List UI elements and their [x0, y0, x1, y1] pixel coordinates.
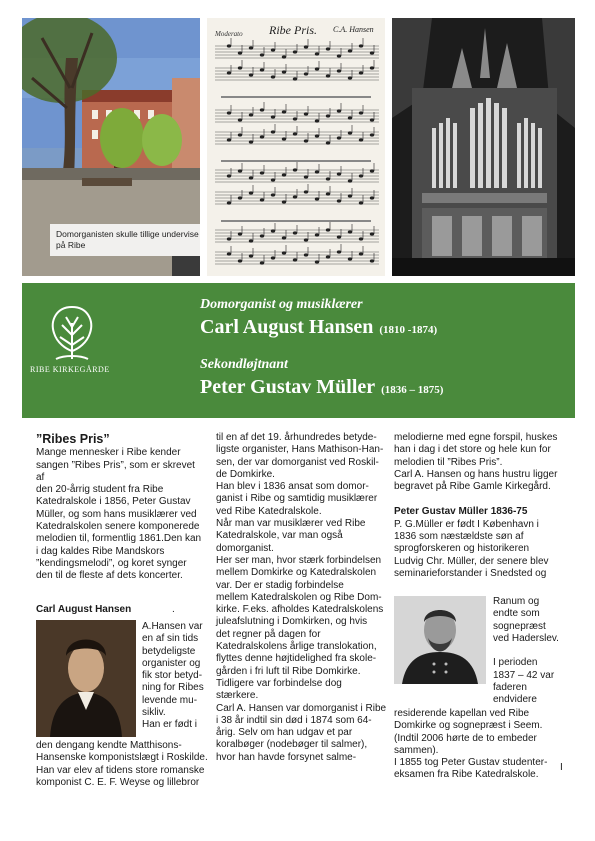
note-head	[249, 176, 253, 179]
courtyard-caption: Domorganisten skulle tillige undervise på Ribe	[50, 224, 200, 256]
note-head	[249, 140, 253, 143]
column2-line: ganist i Ribe og samtidig musiklærer	[216, 493, 378, 505]
note-head	[348, 194, 352, 197]
note-head	[315, 52, 319, 55]
carl-wrap-line: organister og	[142, 657, 201, 669]
ribes-pris-line: Müller, og som hans musiklærer ved	[36, 508, 197, 520]
organ-photo	[392, 18, 575, 276]
note-head	[249, 73, 253, 76]
carl-full-text	[36, 740, 208, 789]
note-head	[370, 51, 374, 54]
note-head	[304, 253, 308, 256]
score-title: Ribe Pris.	[269, 23, 317, 37]
note-head	[293, 117, 297, 120]
note-head	[238, 196, 242, 199]
note-head	[238, 259, 242, 262]
column2-line: i 38 år indtil sin død i 1874 som 64-	[216, 714, 372, 726]
column2-line: til en af det 19. århundredes betyde-	[216, 432, 377, 443]
note-head	[238, 232, 242, 235]
peter-wrap-line: sognepræst	[493, 620, 546, 632]
peter-bottom-line: eksamen fra Ribe Katedralskole.	[394, 769, 539, 781]
note-head	[337, 54, 341, 57]
ribes-pris-line: ”kendingsmelodi”, og koret synger	[36, 557, 187, 569]
carl-full-line: Hansenske komponistslægt i Roskilde.	[36, 752, 208, 764]
column2-line: domorganist.	[216, 542, 274, 554]
column-2	[216, 432, 388, 764]
peter-wrap-line	[493, 645, 575, 657]
note-head	[282, 110, 286, 113]
note-head	[227, 44, 231, 47]
lyric-line	[221, 160, 371, 162]
carl-wrap-text	[142, 621, 208, 732]
ribes-pris-line: sangen ”Ribes Pris”, som er skrevet af	[36, 459, 195, 483]
note-head	[326, 255, 330, 258]
note-head	[359, 237, 363, 240]
note-head	[370, 66, 374, 69]
note-head	[359, 71, 363, 74]
note-head	[249, 191, 253, 194]
peter-wrap-text	[493, 596, 575, 707]
note-head	[370, 232, 374, 235]
peter-wrap-line: I perioden	[493, 657, 538, 669]
note-head	[348, 257, 352, 260]
ribes-pris-line: den 20-årrig student fra Ribe	[36, 484, 164, 496]
note-head	[227, 252, 231, 255]
note-head	[304, 238, 308, 241]
note-head	[315, 260, 319, 263]
stray-mark: I	[560, 762, 563, 773]
column2-line: ligste organister, Hans Mathison-Han-	[216, 444, 384, 456]
note-head	[326, 47, 330, 50]
lyric-line	[221, 96, 371, 98]
note-head	[304, 45, 308, 48]
carl-wrap-line: en af sin tids	[142, 633, 199, 645]
column2-line: sen, der var domorganist ved Roskil-	[216, 456, 379, 468]
person1-name: Carl August Hansen	[200, 316, 374, 338]
carl-hansen-portrait	[36, 620, 136, 737]
peter-wrap-line: Ranum og	[493, 596, 540, 607]
peter-wrap-line: endte som	[493, 608, 540, 620]
note-head	[293, 168, 297, 171]
note-head	[337, 172, 341, 175]
peter-wrap-line: 1837 – 42 var	[493, 669, 555, 681]
ribes-pris-line: den til de fleste af dets koncerter.	[36, 570, 183, 582]
ribes-pris-line: i dag kaldes Ribe Mandskors	[36, 545, 165, 557]
note-head	[326, 114, 330, 117]
note-head	[293, 231, 297, 234]
note-head	[282, 251, 286, 254]
note-head	[271, 115, 275, 118]
peter-intro-line: Ludvig Chr. Müller, der senere blev	[394, 555, 549, 567]
column-3	[394, 432, 574, 580]
score-composer: C.A. Hansen	[333, 25, 374, 34]
note-head	[271, 75, 275, 78]
ribes-pris-line: Mange mennesker i Ribe kender	[36, 447, 181, 459]
note-head	[260, 135, 264, 138]
note-head	[282, 200, 286, 203]
carl-wrap-line: betydeligste	[142, 645, 196, 657]
note-head	[337, 136, 341, 139]
note-head	[348, 230, 352, 233]
note-head	[304, 175, 308, 178]
peter-wrap-line: endvidere	[493, 694, 537, 706]
sheet-music-photo	[207, 18, 385, 276]
carl-heading-row	[36, 604, 206, 616]
person2-heading	[200, 376, 443, 399]
person1-role: Domorganist og musiklærer	[200, 297, 363, 312]
heading-dot: .	[171, 604, 175, 615]
column2-line: Tidligere var forbindelse dog	[216, 677, 342, 689]
note-head	[282, 55, 286, 58]
column3-top-line: begravet på Ribe Gamle Kirkegård.	[394, 481, 551, 493]
note-head	[282, 137, 286, 140]
note-head	[315, 119, 319, 122]
note-head	[249, 239, 253, 242]
peter-intro-line: 1836 som næstældste søn af	[394, 531, 524, 543]
column2-line: Han blev i 1836 ansat som domor-	[216, 481, 369, 493]
peter-bottom-line: (Indtil 2006 hørte de to embeder	[394, 732, 537, 744]
column2-line: gården i fri luft til Ribe Domkirke.	[216, 665, 361, 677]
peter-intro-line: P. G.Müller er født I København i	[394, 518, 539, 530]
note-head	[315, 67, 319, 70]
note-head	[227, 111, 231, 114]
column2-line: Katedralskolens årlige translokation,	[216, 641, 377, 653]
note-head	[293, 77, 297, 80]
column2-line: Her ser man, hvor stærk forbindelsen	[216, 554, 382, 566]
carl-full-line: den dengang kendte Matthisons-	[36, 740, 182, 751]
note-head	[359, 138, 363, 141]
note-head	[348, 116, 352, 119]
carl-wrap-line: Han er født i	[142, 719, 198, 731]
column2-line: hvor han havde forsynet salme-	[216, 751, 357, 763]
note-head	[348, 76, 352, 79]
note-head	[271, 229, 275, 232]
peter-bottom-line: I 1855 tog Peter Gustav studenter-	[394, 757, 548, 769]
note-head	[337, 250, 341, 253]
note-head	[227, 201, 231, 204]
column3-top-line: melodien til ”Ribes Pris”.	[394, 456, 503, 468]
column2-line: årig. Selv om han udgav et par	[216, 727, 353, 739]
peter-bottom-line: residerende kapellan ved Ribe	[394, 708, 530, 719]
note-head	[326, 228, 330, 231]
note-head	[315, 233, 319, 236]
title-banner	[22, 283, 575, 418]
note-head	[260, 198, 264, 201]
note-head	[370, 133, 374, 136]
note-head	[337, 69, 341, 72]
note-head	[348, 131, 352, 134]
note-head	[326, 74, 330, 77]
person2-name: Peter Gustav Müller	[200, 376, 376, 398]
peter-bottom-line: sammen).	[394, 744, 439, 756]
column2-line: stærkere.	[216, 690, 259, 702]
carl-wrap-line: sikliv.	[142, 707, 166, 719]
score-tempo: Moderato	[215, 30, 243, 38]
note-head	[249, 254, 253, 257]
note-head	[238, 133, 242, 136]
note-head	[359, 201, 363, 204]
column3-top-line: Carl A. Hansen og hans hustru ligger	[394, 468, 558, 480]
carl-wrap-line: A.Hansen var	[142, 621, 203, 632]
note-head	[359, 44, 363, 47]
person1-heading	[200, 316, 437, 339]
note-head	[282, 70, 286, 73]
ribes-pris-heading: ”Ribes Pris”	[36, 432, 110, 446]
note-head	[304, 139, 308, 142]
note-head	[348, 179, 352, 182]
note-head	[227, 174, 231, 177]
note-head	[315, 134, 319, 137]
note-head	[293, 258, 297, 261]
note-head	[304, 190, 308, 193]
note-head	[271, 130, 275, 133]
ribes-pris-line: Katedralskolen senere komponerede	[36, 521, 200, 533]
peter-muller-portrait	[394, 596, 486, 684]
note-head	[326, 141, 330, 144]
column2-line: juleafslutning i Domkirken, og hvis	[216, 616, 368, 628]
note-head	[260, 261, 264, 264]
peter-bottom-text	[394, 708, 574, 782]
column-1	[36, 433, 206, 583]
person1-years: (1810 -1874)	[379, 324, 438, 336]
column2-line: de Domkirke.	[216, 468, 275, 480]
carl-heading: Carl August Hansen	[36, 604, 132, 615]
note-head	[315, 170, 319, 173]
note-head	[238, 66, 242, 69]
note-head	[293, 50, 297, 53]
note-head	[260, 68, 264, 71]
note-head	[260, 171, 264, 174]
ribes-pris-line: melodien til, formentlig 1861.Den kan	[36, 533, 202, 545]
column2-line: kirke. F.eks. afholdes Katedralskolens	[216, 604, 384, 616]
column2-line: det regner på dagen for	[216, 628, 321, 640]
note-head	[293, 195, 297, 198]
carl-wrap-line: fik stor betyd-	[142, 670, 203, 682]
column2-line: Katedralskole, var man også	[216, 530, 343, 542]
note-head	[271, 178, 275, 181]
carl-full-line: Han var elev af tidens store romanske	[36, 764, 205, 776]
logo-text: RIBE KIRKEGÅRDE	[30, 365, 110, 374]
peter-bottom-line: Domkirke og sognepræst i Seem.	[394, 720, 543, 732]
peter-heading: Peter Gustav Müller 1836-75	[394, 506, 528, 518]
column2-line: var. Der er stadig forbindelse	[216, 579, 344, 591]
carl-wrap-line: ning for Ribes	[142, 682, 204, 694]
note-head	[359, 111, 363, 114]
peter-wrap-line: ved Haderslev.	[493, 632, 559, 644]
note-head	[238, 169, 242, 172]
note-head	[359, 252, 363, 255]
column2-line: mellem Katedralskolen og Ribe Dom-	[216, 591, 382, 603]
carl-full-line: komponist C. E. F. Weyse og lillebror	[36, 776, 200, 788]
column3-top-line: han i dag i det store og hele kun for	[394, 444, 551, 456]
note-head	[238, 118, 242, 121]
note-head	[227, 237, 231, 240]
note-head	[370, 169, 374, 172]
note-head	[304, 112, 308, 115]
note-head	[260, 108, 264, 111]
note-head	[227, 71, 231, 74]
column2-line: Når man var musiklærer ved Ribe	[216, 518, 366, 530]
peter-intro-line: seminarieforstander i Snedsted og	[394, 567, 547, 579]
ribes-pris-line: Katedralskole i 1856, Peter Gustav	[36, 496, 191, 508]
column2-line: ved Ribe Katedralskole.	[216, 505, 322, 517]
column2-line: mellem Domkirke og Katedralskolen	[216, 567, 377, 579]
note-head	[249, 113, 253, 116]
column2-line: flyttes denne højtidelighed fra skole-	[216, 653, 377, 665]
note-head	[249, 46, 253, 49]
carl-wrap-line: levende mu-	[142, 694, 198, 706]
note-head	[282, 173, 286, 176]
note-head	[370, 196, 374, 199]
note-head	[282, 236, 286, 239]
note-head	[348, 49, 352, 52]
note-head	[326, 192, 330, 195]
note-head	[337, 109, 341, 112]
lyric-line	[221, 220, 371, 222]
peter-intro-line: sprogforskeren og historikeren	[394, 543, 530, 555]
note-head	[271, 48, 275, 51]
column2-line: koralbøger (nodebøger til salmer),	[216, 739, 368, 751]
column2-line: Carl A. Hansen var domorganist i Ribe	[216, 702, 387, 714]
peter-wrap-line: faderen	[493, 682, 527, 694]
note-head	[260, 53, 264, 56]
tree-logo-icon	[42, 301, 102, 363]
note-head	[337, 199, 341, 202]
note-head	[293, 132, 297, 135]
note-head	[337, 235, 341, 238]
note-head	[227, 138, 231, 141]
note-head	[370, 118, 374, 121]
courtyard-photo	[22, 18, 200, 276]
column3-top-line: melodierne med egne forspil, huskes	[394, 432, 558, 443]
person2-role: Sekondløjtnant	[200, 357, 288, 372]
note-head	[359, 174, 363, 177]
note-head	[271, 256, 275, 259]
note-head	[370, 259, 374, 262]
person2-years: (1836 – 1875)	[381, 384, 444, 396]
note-head	[326, 177, 330, 180]
note-head	[271, 193, 275, 196]
note-head	[304, 72, 308, 75]
note-head	[315, 197, 319, 200]
note-head	[260, 234, 264, 237]
note-head	[238, 51, 242, 54]
